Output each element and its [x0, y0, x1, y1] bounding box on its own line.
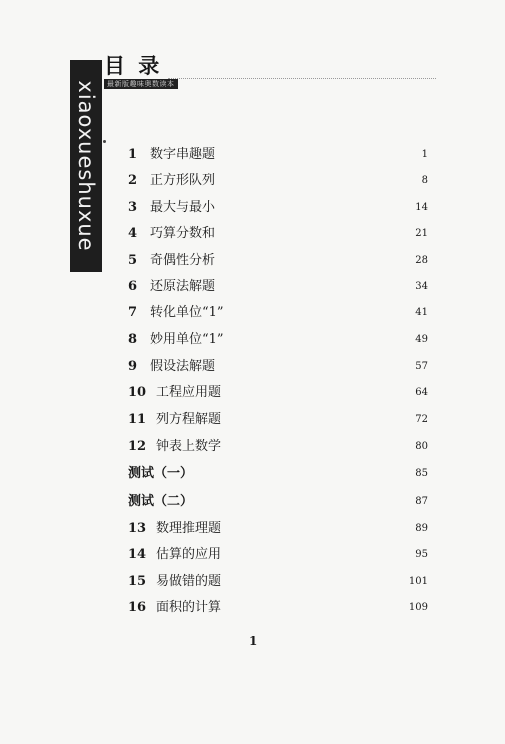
toc-entry: [128, 171, 428, 191]
toc-entry-number: 16: [128, 600, 147, 615]
toc-entry-page: 89: [415, 523, 428, 534]
toc-entry: [128, 224, 428, 244]
side-tab-text: xiaoxueshuxue: [74, 80, 98, 252]
toc-entry: [128, 198, 428, 218]
toc-entry-number: 2: [128, 173, 138, 188]
toc-entry-number: 4: [128, 226, 138, 241]
page-number: 1: [249, 634, 258, 648]
toc-entry-page: 85: [415, 468, 428, 479]
toc-entry: [128, 598, 428, 618]
toc-entry: [128, 383, 428, 403]
toc-entry-page: 1: [421, 149, 428, 160]
toc-entry: [128, 251, 428, 271]
toc-entry-number: 1: [128, 147, 138, 162]
toc-entry-page: 57: [415, 361, 428, 372]
toc-entry: [128, 519, 428, 539]
toc-entry-title: 数理推理题: [156, 521, 222, 536]
toc-entry-number: 15: [128, 574, 147, 589]
toc-entry: [128, 545, 428, 565]
toc-entry-page: 109: [408, 602, 428, 613]
toc-entry-page: 14: [415, 202, 428, 213]
toc-entry-number: 14: [128, 547, 147, 562]
toc-entry-title: 钟表上数学: [156, 439, 222, 454]
toc-entry-title: 测试（二）: [128, 494, 194, 509]
toc-entry: [128, 330, 428, 350]
toc-entry: [128, 145, 428, 165]
toc-entry: [128, 303, 428, 323]
toc-entry-page: 101: [408, 576, 428, 587]
toc-entry-number: 3: [128, 200, 138, 215]
toc-entry-number: 7: [128, 305, 138, 320]
toc-entry-title: 正方形队列: [150, 173, 216, 188]
toc-entry-page: 8: [421, 175, 428, 186]
toc-entry-number: 5: [128, 253, 138, 268]
toc-entry-number: 9: [128, 359, 138, 374]
toc-entry-page: 80: [415, 441, 428, 452]
toc-entry-title: 易做错的题: [156, 574, 222, 589]
toc-entry-number: 6: [128, 279, 138, 294]
toc-entry-title: 测试（一）: [128, 466, 194, 481]
toc-entry-page: 28: [415, 255, 428, 266]
toc-entry: [128, 464, 428, 484]
series-subtitle: 最新版趣味奥数读本: [104, 79, 178, 89]
toc-entry-page: 95: [415, 549, 428, 560]
toc-entry-number: 8: [128, 332, 138, 347]
toc-entry-page: 72: [415, 414, 428, 425]
toc-entry-title: 妙用单位“1”: [150, 332, 224, 347]
toc-entry-number: 11: [128, 412, 147, 427]
toc-entry-title: 估算的应用: [156, 547, 222, 562]
toc-entry: [128, 437, 428, 457]
toc-entry-number: 12: [128, 439, 147, 454]
toc-entry: [128, 410, 428, 430]
toc-entry-page: 49: [415, 334, 428, 345]
toc-entry-page: 87: [415, 496, 428, 507]
page-title: 目 录: [104, 54, 163, 78]
toc-entry-title: 工程应用题: [156, 385, 222, 400]
toc-entry-page: 64: [415, 387, 428, 398]
toc-entry-page: 21: [415, 228, 428, 239]
toc-entry-number: 13: [128, 521, 147, 536]
toc-entry-title: 面积的计算: [156, 600, 222, 615]
toc-entry: [128, 357, 428, 377]
toc-entry: [128, 572, 428, 592]
toc-entry: [128, 492, 428, 512]
toc-entry-title: 最大与最小: [150, 200, 216, 215]
toc-entry-page: 41: [415, 307, 428, 318]
toc-entry-title: 转化单位“1”: [150, 305, 224, 320]
toc-entry-title: 巧算分数和: [150, 226, 216, 241]
toc-entry-title: 列方程解题: [156, 412, 222, 427]
toc-entry-title: 奇偶性分析: [150, 253, 216, 268]
toc-entry-number: 10: [128, 385, 147, 400]
toc-entry-title: 还原法解题: [150, 279, 216, 294]
toc-entry-page: 34: [415, 281, 428, 292]
toc-entry-title: 假设法解题: [150, 359, 216, 374]
toc-entry: [128, 277, 428, 297]
toc-entry-title: 数字串趣题: [150, 147, 216, 162]
